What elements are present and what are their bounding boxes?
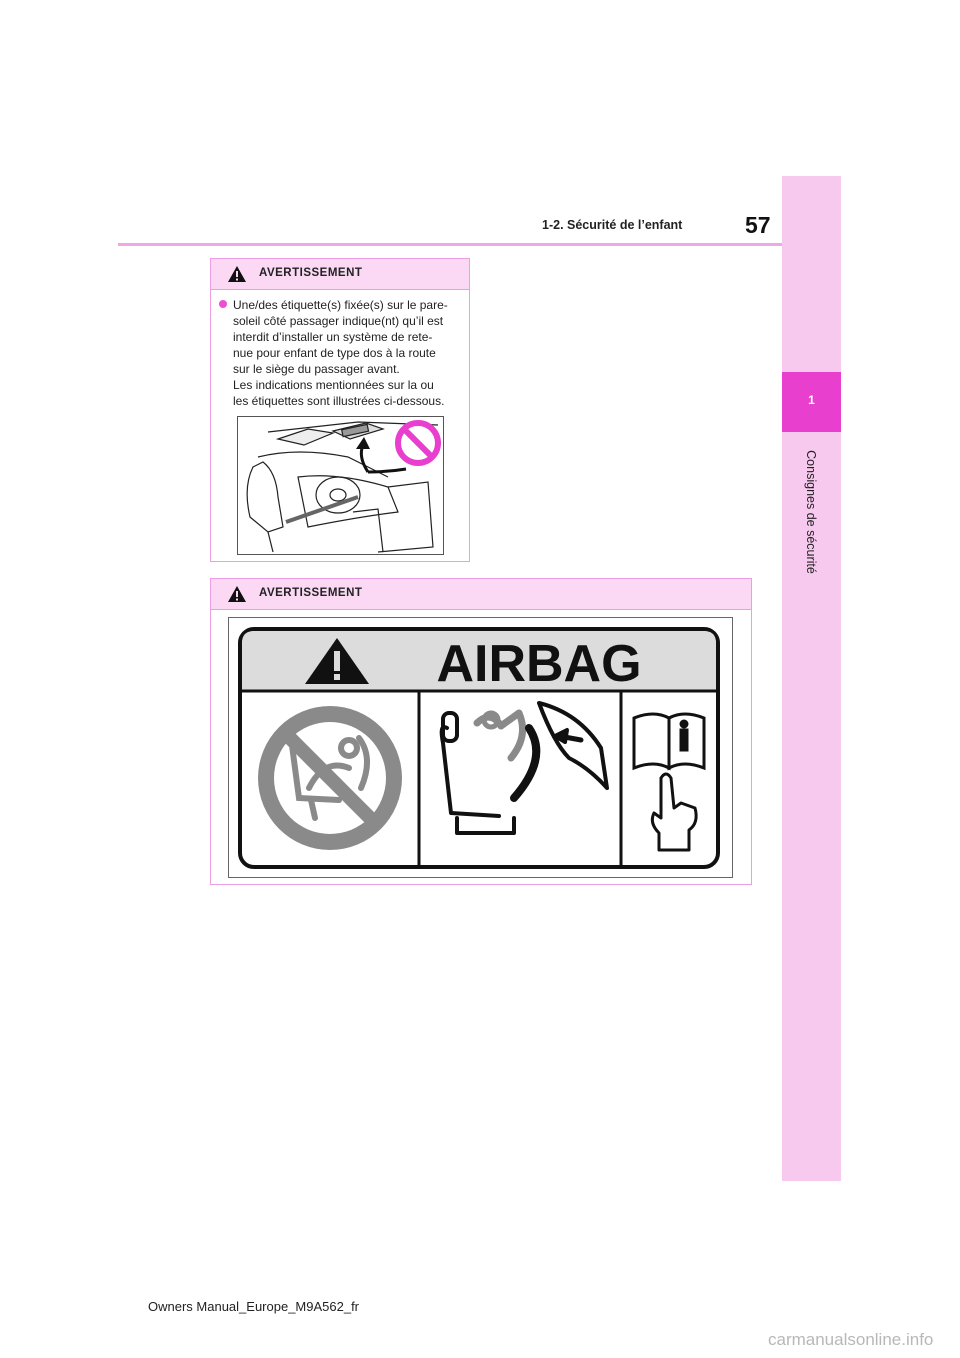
warning-text-line: Une/des étiquette(s) fixée(s) sur le pare-: [233, 298, 448, 312]
warning-text-line: les étiquettes sont illustrées ci-dessous.: [233, 394, 445, 408]
warning-triangle-icon: [227, 585, 247, 603]
airbag-text: AIRBAG: [436, 635, 642, 693]
warning-text: [233, 297, 461, 409]
warning-text-line: soleil côté passager indique(nt) qu’il est: [233, 314, 444, 328]
warning-header: [211, 259, 469, 290]
airbag-label-svg: [229, 618, 732, 877]
chapter-title: Consignes de sécurité: [804, 450, 818, 574]
warning-triangle-icon: [227, 265, 247, 283]
watermark-text: carmanualsonline.info: [768, 1330, 934, 1349]
warning-text-line: Les indications mentionnées sur la ou: [233, 378, 434, 392]
chapter-number: 1: [808, 393, 815, 407]
warning-label: AVERTISSEMENT: [259, 587, 363, 599]
warning-text-line: sur le siège du passager avant.: [233, 362, 400, 376]
warning-header: [211, 579, 751, 610]
prohibition-icon: [398, 423, 438, 463]
footer-text: Owners Manual_Europe_M9A562_fr: [148, 1299, 360, 1314]
header-rule: [118, 243, 782, 246]
airbag-label-illustration: [228, 617, 733, 878]
warning-box-sunvisor: [210, 258, 470, 562]
warning-text-line: interdit d’installer un système de rete-: [233, 330, 433, 344]
sunvisor-illustration: [237, 416, 444, 555]
warning-bullet: [217, 297, 461, 409]
chapter-side-tab: [782, 176, 841, 1181]
car-interior-illustration: [238, 417, 443, 554]
warning-text-line: nue pour enfant de type dos à la route: [233, 346, 436, 360]
warning-box-airbag: [210, 578, 752, 885]
prohibition-icon: [258, 706, 402, 850]
bullet-dot-icon: [219, 300, 227, 308]
section-title: 1-2. Sécurité de l’enfant: [542, 218, 683, 232]
warning-label: AVERTISSEMENT: [259, 267, 363, 279]
page-number: 57: [745, 212, 771, 238]
